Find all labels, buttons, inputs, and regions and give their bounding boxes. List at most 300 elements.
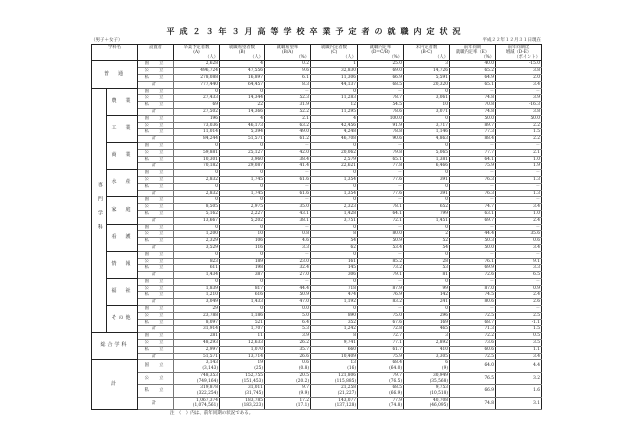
value-cell: 2,329: [174, 238, 220, 245]
value-cell: 61.6: [265, 190, 311, 197]
value-cell: 53: [404, 265, 450, 272]
value-cell: [358, 360, 404, 372]
value-cell: 10: [220, 231, 265, 238]
value-cell: [174, 360, 220, 372]
current-value: 79.7: [392, 372, 403, 378]
value-cell: 2,832: [174, 190, 220, 197]
value-cell: 14,726: [404, 68, 450, 75]
value-cell: －: [450, 306, 496, 313]
value-cell: 281: [174, 333, 220, 340]
page-title: 平成２３年３月高等学校卒業予定者の就職内定状況: [166, 26, 466, 36]
value-cell: [174, 397, 220, 409]
value-cell: 0: [311, 224, 358, 231]
owner-cell: 私 立: [138, 238, 174, 245]
value-cell: 0: [404, 278, 450, 285]
value-cell: 0: [174, 224, 220, 231]
value-cell: －: [496, 142, 542, 149]
table-row: [92, 292, 542, 299]
table-row: [92, 217, 542, 224]
value-cell: 2,628: [174, 61, 220, 68]
current-value: 9,753: [435, 385, 449, 391]
employment-offer-table: [91, 44, 542, 410]
owner-cell: 私 立: [138, 385, 174, 397]
current-value: 17.2: [299, 397, 310, 403]
header-unit: （ポイント）: [514, 54, 541, 60]
owner-cell: 国 立: [138, 251, 174, 258]
value-cell: －: [450, 183, 496, 190]
value-cell: 74.5: [450, 292, 496, 299]
value-cell: 12: [311, 102, 358, 109]
value-cell: 0: [404, 251, 450, 258]
value-cell: 0: [311, 278, 358, 285]
value-cell: [404, 385, 450, 397]
value-cell: 40.0: [450, 61, 496, 68]
value-cell: 2.2: [496, 136, 542, 143]
value-cell: 296: [404, 312, 450, 319]
owner-cell: 公 立: [138, 312, 174, 319]
value-cell: 0: [174, 251, 220, 258]
value-cell: 3: [404, 333, 450, 340]
value-cell: 8.3: [265, 81, 311, 88]
value-cell: 9.6: [265, 68, 311, 75]
value-cell: 823: [174, 258, 220, 265]
value-cell: 1.3: [496, 176, 542, 183]
owner-cell: 公 立: [138, 122, 174, 129]
value-cell: 44.4: [265, 285, 311, 292]
value-cell: 43.1: [265, 210, 311, 217]
table-row: [92, 204, 542, 211]
header-sub: (A): [193, 49, 200, 55]
value-cell: -15.0: [496, 61, 542, 68]
value-cell: 1,200: [174, 231, 220, 238]
value-cell: [358, 397, 404, 409]
value-cell: 2,323: [311, 204, 358, 211]
value-cell: 2.0: [496, 74, 542, 81]
value-cell: 51,571: [220, 136, 265, 143]
value-cell: 63.2: [265, 122, 311, 129]
value-cell: 777,440: [174, 81, 220, 88]
value-cell: 78.6: [358, 108, 404, 115]
owner-cell: 私 立: [138, 319, 174, 326]
value-cell: 1,707: [220, 326, 265, 333]
value-cell: -1.1: [496, 319, 542, 326]
value-cell: 2.1: [496, 149, 542, 156]
value-cell: 81: [404, 272, 450, 279]
table-row: [92, 88, 542, 95]
value-cell: 51,571: [174, 353, 220, 360]
value-cell: 62: [311, 244, 358, 251]
value-cell: 1.1: [496, 346, 542, 353]
value-cell: [358, 372, 404, 384]
value-cell: 1.6: [496, 385, 542, 397]
table-row: [92, 333, 542, 340]
value-cell: －: [265, 278, 311, 285]
header-dept: [92, 45, 138, 61]
owner-cell: 公 立: [138, 149, 174, 156]
value-cell: 27,433: [174, 95, 220, 102]
previous-year-value: (151,453): [241, 378, 264, 384]
value-cell: －: [450, 278, 496, 285]
value-cell: 1.0: [496, 156, 542, 163]
owner-cell: 国 立: [138, 197, 174, 204]
value-cell: 4: [220, 61, 265, 68]
table-row: [92, 340, 542, 347]
value-cell: 2,997: [174, 346, 220, 353]
header-unit: （人）: [343, 54, 357, 60]
as-of-date: 平成２２年１２月３１日現在: [482, 38, 541, 43]
value-cell: 99: [404, 285, 450, 292]
header-owner-label: 設置者: [149, 45, 162, 50]
table-row: [92, 163, 542, 170]
value-cell: [265, 360, 311, 372]
value-cell: 66.9: [450, 385, 496, 397]
value-cell: 72.5: [450, 353, 496, 360]
value-cell: [404, 397, 450, 409]
value-cell: 0: [311, 197, 358, 204]
header-sub: 就職内定率（E）: [455, 49, 490, 55]
value-cell: 77.3: [450, 129, 496, 136]
table-row: [92, 360, 542, 372]
header-label: 未内定者数: [415, 45, 438, 50]
header-label: 就職内定者数: [321, 45, 347, 50]
value-cell: 189: [220, 258, 265, 265]
value-cell: 29: [174, 306, 220, 313]
value-cell: 52.2: [265, 108, 311, 115]
value-cell: 2,832: [174, 176, 220, 183]
value-cell: 0: [404, 170, 450, 177]
table-row: [92, 183, 542, 190]
value-cell: 0: [404, 224, 450, 231]
value-cell: －: [450, 197, 496, 204]
value-cell: 142: [404, 292, 450, 299]
value-cell: 31.9: [265, 102, 311, 109]
value-cell: 0: [174, 183, 220, 190]
value-cell: 48,293: [174, 340, 220, 347]
value-cell: 79.8: [358, 149, 404, 156]
value-cell: 73,036: [174, 122, 220, 129]
table-row: [92, 251, 542, 258]
subject-label: 看 護: [107, 224, 138, 251]
value-cell: 1,070: [220, 346, 265, 353]
value-cell: 799: [404, 210, 450, 217]
value-cell: 5,202: [220, 217, 265, 224]
value-cell: 28: [404, 258, 450, 265]
owner-cell: 国 立: [138, 224, 174, 231]
value-cell: [404, 360, 450, 372]
value-cell: 521: [220, 319, 265, 326]
value-cell: 660: [311, 346, 358, 353]
value-cell: 9,741: [311, 340, 358, 347]
value-cell: 0: [174, 278, 220, 285]
value-cell: 61.2: [265, 136, 311, 143]
previous-year-value: (74.8): [389, 403, 403, 409]
value-cell: 42,456: [311, 122, 358, 129]
table-row: [92, 176, 542, 183]
value-cell: 11,283: [311, 95, 358, 102]
previous-year-value: (322,254): [196, 390, 219, 396]
value-cell: 67.6: [358, 319, 404, 326]
table-row: [92, 385, 542, 397]
value-cell: -16.3: [496, 102, 542, 109]
value-cell: －: [358, 306, 404, 313]
value-cell: [265, 385, 311, 397]
table-row: [92, 244, 542, 251]
value-cell: 1,745: [220, 176, 265, 183]
value-cell: 47,556: [220, 68, 265, 75]
owner-cell: 国 立: [138, 306, 174, 313]
value-cell: 0: [220, 224, 265, 231]
value-cell: －: [358, 197, 404, 204]
header-unit: （%）: [389, 54, 403, 60]
value-cell: 85.2: [358, 258, 404, 265]
value-cell: －: [450, 142, 496, 149]
value-cell: 73.2: [358, 265, 404, 272]
value-cell: 4,863: [404, 136, 450, 143]
value-cell: 74.7: [450, 204, 496, 211]
value-cell: 817: [220, 285, 265, 292]
subject-label: 水 産: [107, 170, 138, 197]
value-cell: 0: [311, 306, 358, 313]
value-cell: 50.3: [450, 238, 496, 245]
value-cell: 1,354: [311, 190, 358, 197]
value-cell: 26.2: [265, 340, 311, 347]
value-cell: 76.1: [450, 258, 496, 265]
value-cell: 25,127: [220, 149, 265, 156]
value-cell: 50.9: [358, 238, 404, 245]
table-row: [92, 170, 542, 177]
value-cell: －: [358, 170, 404, 177]
value-cell: 0: [220, 170, 265, 177]
owner-cell: 私 立: [138, 346, 174, 353]
value-cell: 2,579: [311, 156, 358, 163]
owner-cell: 計: [138, 217, 174, 224]
value-cell: 0: [404, 197, 450, 204]
value-cell: 71.3: [450, 326, 496, 333]
dept-label-specialized: 専門学科: [92, 88, 107, 333]
previous-year-value: (20.2): [296, 378, 310, 384]
value-cell: 465: [404, 326, 450, 333]
value-cell: 1,451: [404, 217, 450, 224]
value-cell: 46,708: [311, 136, 358, 143]
value-cell: 75.9: [450, 163, 496, 170]
table-row: [92, 397, 542, 409]
value-cell: 29,087: [220, 163, 265, 170]
header-unit: （%）: [481, 54, 495, 60]
value-cell: －: [265, 142, 311, 149]
subject-label: 家 庭: [107, 197, 138, 224]
owner-cell: 私 立: [138, 74, 174, 81]
value-cell: 73.6: [450, 340, 496, 347]
value-cell: 161: [311, 258, 358, 265]
value-cell: 80.6: [450, 299, 496, 306]
owner-cell: 私 立: [138, 156, 174, 163]
value-cell: 35.6: [496, 231, 542, 238]
value-cell: 12,633: [220, 340, 265, 347]
value-cell: 1,210: [174, 292, 220, 299]
previous-year-value: (25): [254, 366, 264, 372]
value-cell: 196: [174, 115, 220, 122]
value-cell: 278,088: [174, 74, 220, 81]
value-cell: －: [496, 251, 542, 258]
header-sub: (D=C/B): [371, 49, 390, 55]
value-cell: 32.4: [265, 265, 311, 272]
table-row: [92, 319, 542, 326]
value-cell: 38.4: [265, 156, 311, 163]
owner-cell: 公 立: [138, 372, 174, 384]
value-cell: 69.7: [450, 217, 496, 224]
value-cell: 2,975: [220, 204, 265, 211]
value-cell: 2,227: [220, 210, 265, 217]
value-cell: 145: [311, 265, 358, 272]
value-cell: 0: [174, 88, 220, 95]
value-cell: 61.7: [358, 346, 404, 353]
value-cell: 1,192: [311, 299, 358, 306]
value-cell: 6,466: [404, 163, 450, 170]
value-cell: 6.5: [496, 272, 542, 279]
value-cell: 5,394: [220, 129, 265, 136]
value-cell: 4,248: [311, 129, 358, 136]
subject-label: 商 業: [107, 142, 138, 169]
value-cell: 35.7: [265, 346, 311, 353]
value-cell: 54: [404, 244, 450, 251]
value-cell: －: [358, 142, 404, 149]
value-cell: 5.3: [265, 326, 311, 333]
value-cell: 0.5: [496, 333, 542, 340]
value-cell: 0: [220, 278, 265, 285]
previous-year-value: (749,164): [196, 378, 219, 384]
value-cell: 100.0: [358, 115, 404, 122]
previous-year-value: (183,223): [241, 403, 264, 409]
value-cell: 50.9: [265, 292, 311, 299]
value-cell: 59,881: [174, 149, 220, 156]
previous-year-value: (35,568): [429, 378, 449, 384]
value-cell: 11: [220, 333, 265, 340]
value-cell: 1.5: [496, 129, 542, 136]
value-cell: 46,173: [220, 122, 265, 129]
table-row: [92, 210, 542, 217]
table-row: [92, 81, 542, 88]
previous-year-value: (3,143): [202, 366, 219, 372]
value-cell: 38.1: [265, 217, 311, 224]
owner-cell: 公 立: [138, 285, 174, 292]
value-cell: 47.0: [265, 299, 311, 306]
value-cell: 49.0: [265, 129, 311, 136]
value-cell: 106: [220, 238, 265, 245]
value-cell: 72.8: [358, 326, 404, 333]
value-cell: 1,434: [174, 272, 220, 279]
value-cell: 20,320: [404, 81, 450, 88]
value-cell: 84,244: [174, 136, 220, 143]
value-cell: 3.4: [496, 353, 542, 360]
value-cell: 72.6: [450, 272, 496, 279]
owner-cell: 私 立: [138, 210, 174, 217]
value-cell: [220, 397, 265, 409]
value-cell: －: [265, 251, 311, 258]
value-cell: 1,381: [404, 156, 450, 163]
current-value: 1,067,374: [196, 397, 219, 403]
owner-cell: 計: [138, 136, 174, 143]
value-cell: 1,745: [220, 190, 265, 197]
value-cell: －: [496, 306, 542, 313]
table-row: [92, 156, 542, 163]
value-cell: 3.3: [265, 244, 311, 251]
footnote: 注 （ ）内は、前年同期の状況である。: [170, 411, 254, 417]
value-cell: [220, 360, 265, 372]
value-cell: －: [265, 88, 311, 95]
value-cell: 0.0: [265, 306, 311, 313]
value-cell: 0: [404, 183, 450, 190]
value-cell: 1,428: [311, 210, 358, 217]
header-dept-label: 学科名: [108, 45, 121, 50]
value-cell: 116: [220, 244, 265, 251]
header-col-6: [450, 45, 496, 61]
owner-cell: 計: [138, 108, 174, 115]
value-cell: 0.2: [265, 61, 311, 68]
value-cell: 11,295: [311, 108, 358, 115]
value-cell: 76.3: [450, 176, 496, 183]
value-cell: 72.1: [358, 217, 404, 224]
value-cell: 0: [311, 183, 358, 190]
value-cell: 74.8: [450, 397, 496, 409]
value-cell: 169: [404, 319, 450, 326]
value-cell: 11,014: [174, 129, 220, 136]
table-row: [92, 102, 542, 109]
value-cell: 0: [404, 88, 450, 95]
value-cell: 0.6: [496, 238, 542, 245]
value-cell: 410: [404, 346, 450, 353]
value-cell: [220, 385, 265, 397]
value-cell: 80.0: [358, 231, 404, 238]
value-cell: 74.8: [450, 108, 496, 115]
previous-year-value: (0.8): [298, 366, 310, 372]
value-cell: 50.0: [450, 115, 496, 122]
value-cell: 75.0: [358, 312, 404, 319]
previous-year-value: (1,074,561): [192, 403, 219, 409]
value-cell: 611: [174, 265, 220, 272]
previous-year-value: (64.0): [389, 366, 403, 372]
value-cell: 10,301: [174, 156, 220, 163]
value-cell: 77.6: [358, 190, 404, 197]
value-cell: 0: [404, 306, 450, 313]
value-cell: 20,062: [311, 149, 358, 156]
header-owner: [138, 45, 174, 61]
value-cell: 64.0: [450, 360, 496, 372]
value-cell: 50.0: [450, 244, 496, 251]
value-cell: 53.4: [358, 244, 404, 251]
value-cell: 0: [220, 142, 265, 149]
value-cell: 13,714: [220, 353, 265, 360]
previous-year-value: (115,885): [334, 378, 357, 384]
owner-cell: 計: [138, 81, 174, 88]
owner-cell: 計: [138, 244, 174, 251]
value-cell: 64.9: [450, 74, 496, 81]
value-cell: 718: [311, 285, 358, 292]
value-cell: 32,830: [311, 68, 358, 75]
current-value: 21,258: [340, 385, 357, 391]
value-cell: 64.1: [358, 210, 404, 217]
value-cell: 22,621: [311, 163, 358, 170]
table-row: [92, 115, 542, 122]
header-sub: 増減（D-E）: [505, 49, 532, 55]
value-cell: 68.7: [450, 319, 496, 326]
current-value: 19: [257, 360, 264, 366]
value-cell: [358, 385, 404, 397]
value-cell: －: [358, 278, 404, 285]
owner-cell: 計: [138, 163, 174, 170]
value-cell: 0: [311, 251, 358, 258]
owner-cell: 公 立: [138, 204, 174, 211]
value-cell: 0.9: [496, 285, 542, 292]
